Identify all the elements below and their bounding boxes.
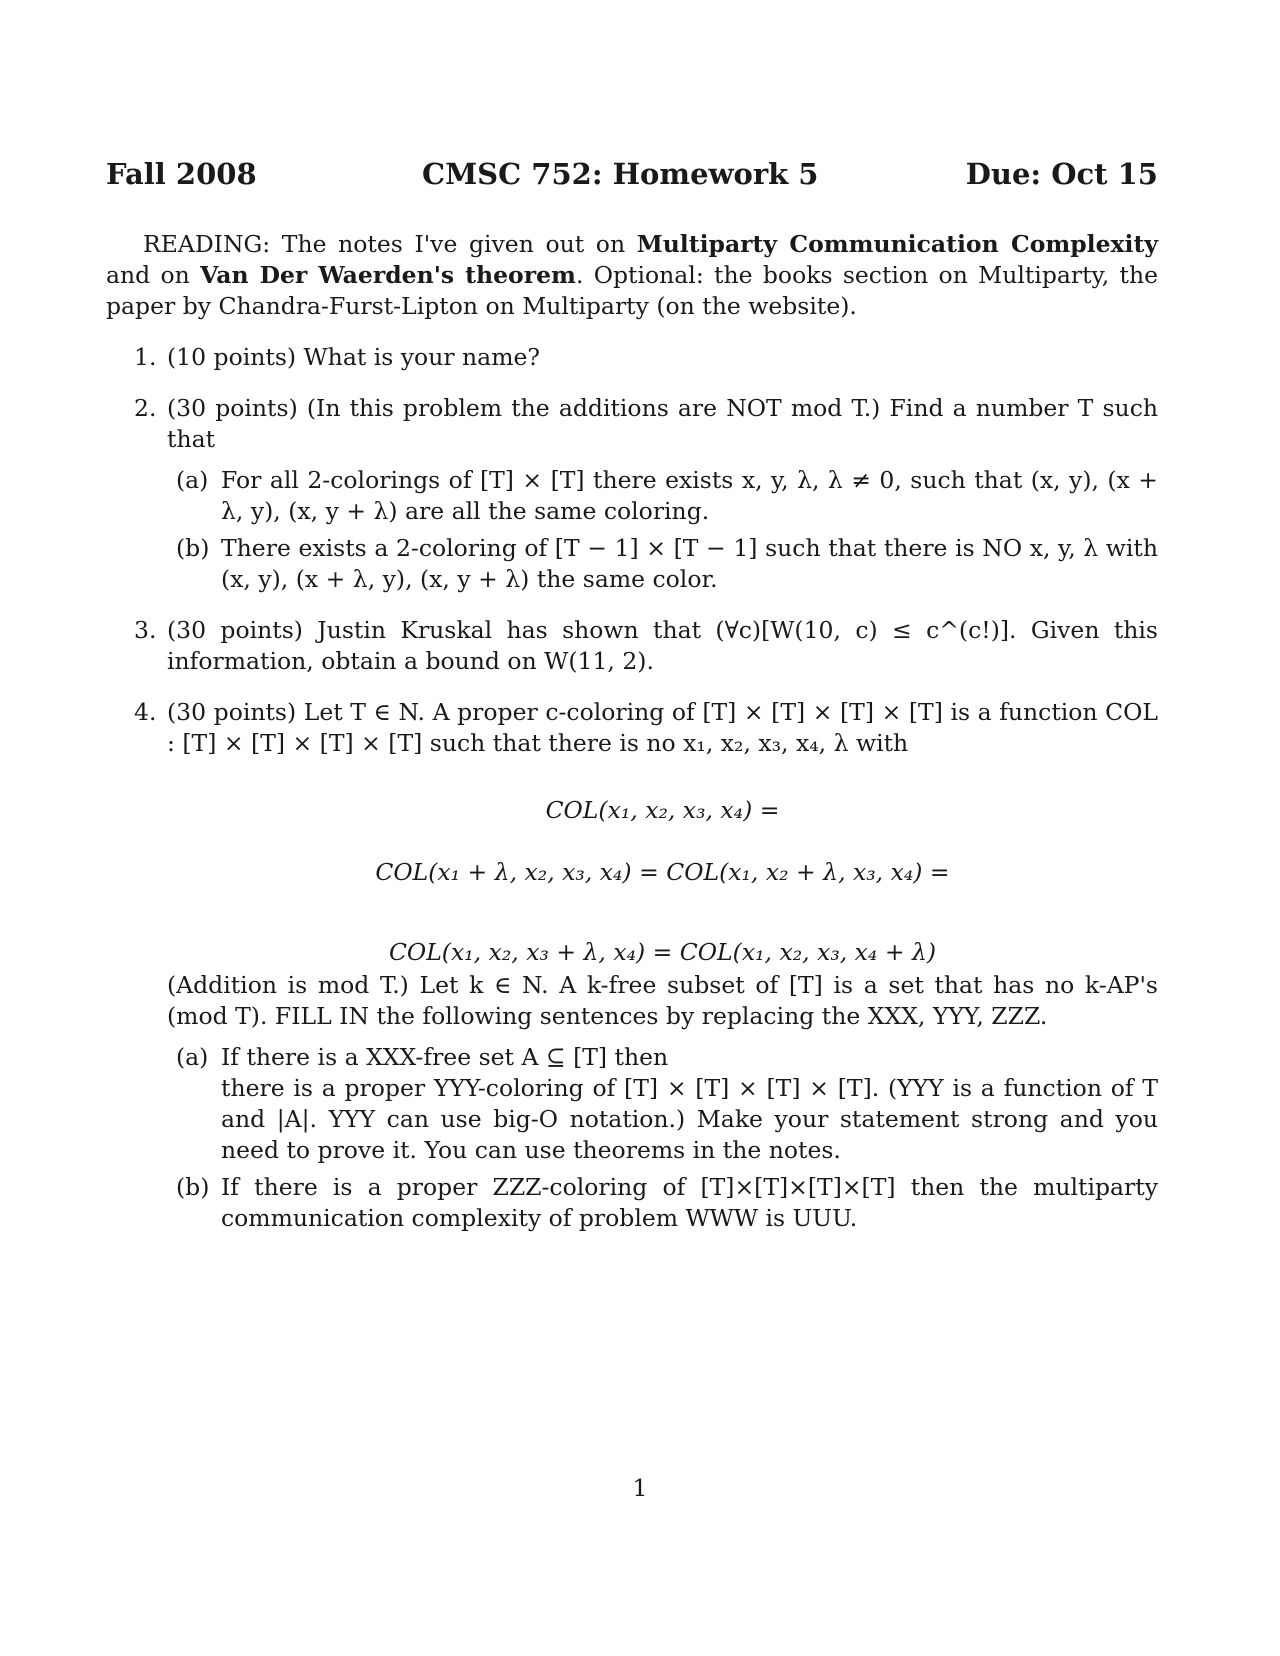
display-equation-3: COL(x₁, x₂, x₃ + λ, x₄) = COL(x₁, x₂, x₃, x₄ + λ) — [388, 938, 937, 966]
problem-1 — [106, 342, 1158, 373]
problem-4 — [106, 697, 1158, 1234]
document-body — [106, 229, 1158, 1234]
semester: Fall 2008 — [106, 157, 257, 191]
subpart-text: there is a proper YYY-coloring of [T] × [T] × [T] × [T]. (YYY is a function of T and |A|. YYY can use big-O notation.) Make your statement strong and you need to prove it. You can use theorems in the notes. — [221, 1074, 1158, 1164]
subpart-list — [167, 1042, 1158, 1234]
display-equation-1: COL(x₁, x₂, x₃, x₄) = — [545, 796, 780, 824]
problem-number: 1. — [134, 343, 157, 371]
page-number: 1 — [632, 1474, 648, 1502]
reading-topic-multiparty: Multiparty Communication Complexity — [636, 230, 1158, 258]
subpart-text: For all 2-colorings of [T] × [T] there exists x, y, λ, λ ≠ 0, such that (x, y), (x + λ, y), (x, y + λ) are all the same coloring. — [221, 466, 1158, 525]
reading-paragraph — [106, 229, 1158, 322]
subpart-text: If there is a proper ZZZ-coloring of [T]×[T]×[T]×[T] then the multiparty communication complexity of problem WWW is UUU. — [221, 1173, 1158, 1232]
problem-number: 3. — [134, 616, 157, 644]
problem-2 — [106, 393, 1158, 595]
problem-4-continuation: (Addition is mod T.) Let k ∈ N. A k-free subset of [T] is a set that has no k-AP's (mod T). FILL IN the following sentences by replacing the XXX, YYY, ZZZ. — [167, 971, 1158, 1030]
header — [106, 157, 1158, 197]
subpart-a — [167, 1042, 1158, 1166]
problem-text: (30 points) Let T ∈ N. A proper c-coloring of [T] × [T] × [T] × [T] is a function COL : [T] × [T] × [T] × [T] such that there is no x₁, x₂, x₃, x₄, λ with — [167, 698, 1158, 757]
subpart-text: There exists a 2-coloring of [T − 1] × [T − 1] such that there is NO x, y, λ with (x, y), (x + λ, y), (x, y + λ) the same color. — [221, 534, 1158, 593]
subpart-list — [167, 465, 1158, 595]
problem-number: 2. — [134, 394, 157, 422]
subpart-label: (b) — [176, 1173, 210, 1201]
problem-3 — [106, 615, 1158, 677]
reading-connector: and on — [106, 261, 201, 289]
due-date: Due: Oct 15 — [965, 157, 1158, 191]
subpart-a — [167, 465, 1158, 527]
problem-text: (30 points) Justin Kruskal has shown that (∀c)[W(10, c) ≤ c^(c!)]. Given this information, obtain a bound on W(11, 2). — [167, 616, 1158, 675]
subpart-label: (b) — [176, 534, 210, 562]
problem-list — [106, 342, 1158, 1234]
problem-text: (30 points) (In this problem the additions are NOT mod T.) Find a number T such that — [167, 394, 1158, 453]
subpart-first-line: If there is a XXX-free set A ⊆ [T] then — [221, 1043, 669, 1071]
subpart-label: (a) — [176, 466, 209, 494]
display-equation-2: COL(x₁ + λ, x₂, x₃, x₄) = COL(x₁, x₂ + λ, x₃, x₄) = — [375, 858, 950, 886]
subpart-label: (a) — [176, 1043, 209, 1071]
reading-topic-vdw: Van Der Waerden's theorem — [200, 261, 576, 289]
course-title: CMSC 752: Homework 5 — [422, 157, 819, 191]
problem-number: 4. — [134, 698, 157, 726]
subpart-b — [167, 533, 1158, 595]
reading-rest: . Optional: the books section on Multiparty, the paper by Chandra-Furst-Lipton on Multiparty (on the website). — [106, 261, 1158, 320]
problem-text: (10 points) What is your name? — [167, 343, 540, 371]
subpart-b — [167, 1172, 1158, 1234]
reading-intro: READING: The notes I've given out on — [143, 230, 637, 258]
